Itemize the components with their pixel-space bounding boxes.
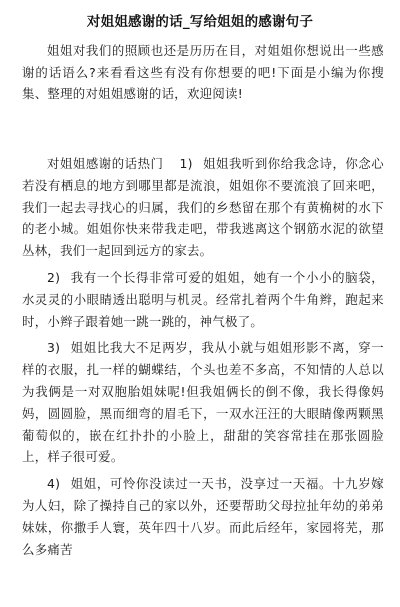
paragraph-number: 2) (47, 269, 61, 285)
paragraph-text: 姐姐比我大不足两岁，我从小就与姐姐形影不离，穿一样的衣服，扎一样的蝴蝶结，个头也差不多高，不知情的人总以为我俩是一对双胞胎姐妹呢!但我姐俩长的倒不像，我长得像妈妈，圆圆脸，黑而细弯的眉毛下，一双水汪汪的大眼睛像两颗黑葡萄似的，嵌在红扑扑的小脸上，甜甜的笑容常挂在那张圆脸上，样子很可爱。 (22, 340, 384, 465)
paragraph-text: 姐姐我听到你给我念诗，你念心若没有栖息的地方到哪里都是流浪，姐姐你不要流浪了回来吧，我们一起去寻找心的归属，我们的乡愁留在那个有黄桷树的水下的老小城。姐姐你快来带我走吧，带我逃离这个钢筋水泥的欲望丛林，我们一起回到远方的家去。 (22, 156, 384, 259)
paragraph-number: 4) (47, 476, 61, 492)
paragraph-number: 3) (47, 340, 61, 356)
paragraph-3 (22, 337, 384, 468)
section-heading: 对姐姐感谢的话热门 (47, 156, 164, 171)
intro-paragraph: 姐姐对我们的照顾也还是历历在目，对姐姐你想说出一些感谢的话语么?来看看这些有没有你想要的吧!下面是小编为你搜集、整理的对姐姐感谢的话，欢迎阅读! (22, 43, 384, 101)
paragraph-4 (22, 473, 384, 560)
article-body (22, 153, 384, 565)
document-title: 对姐姐感谢的话_写给姐姐的感谢句子 (86, 14, 314, 30)
paragraph-text: 我有一个长得非常可爱的姐姐，她有一个小小的脑袋，水灵灵的小眼睛透出聪明与机灵。经常扎着两个牛角辫，跑起来时，小辫子跟着她一跳一跳的，神气极了。 (22, 269, 384, 329)
paragraph-1 (22, 153, 384, 262)
paragraph-2 (22, 267, 384, 332)
paragraph-text: 姐姐，可怜你没读过一天书，没享过一天福。十九岁嫁为人妇，除了操持自己的家以外，还要帮助父母拉扯年幼的弟弟妹妹，你撒手人寰，英年四十八岁。而此后经年，家园将芜，那么多痛苦 (22, 476, 384, 557)
paragraph-number: 1) (179, 156, 193, 171)
